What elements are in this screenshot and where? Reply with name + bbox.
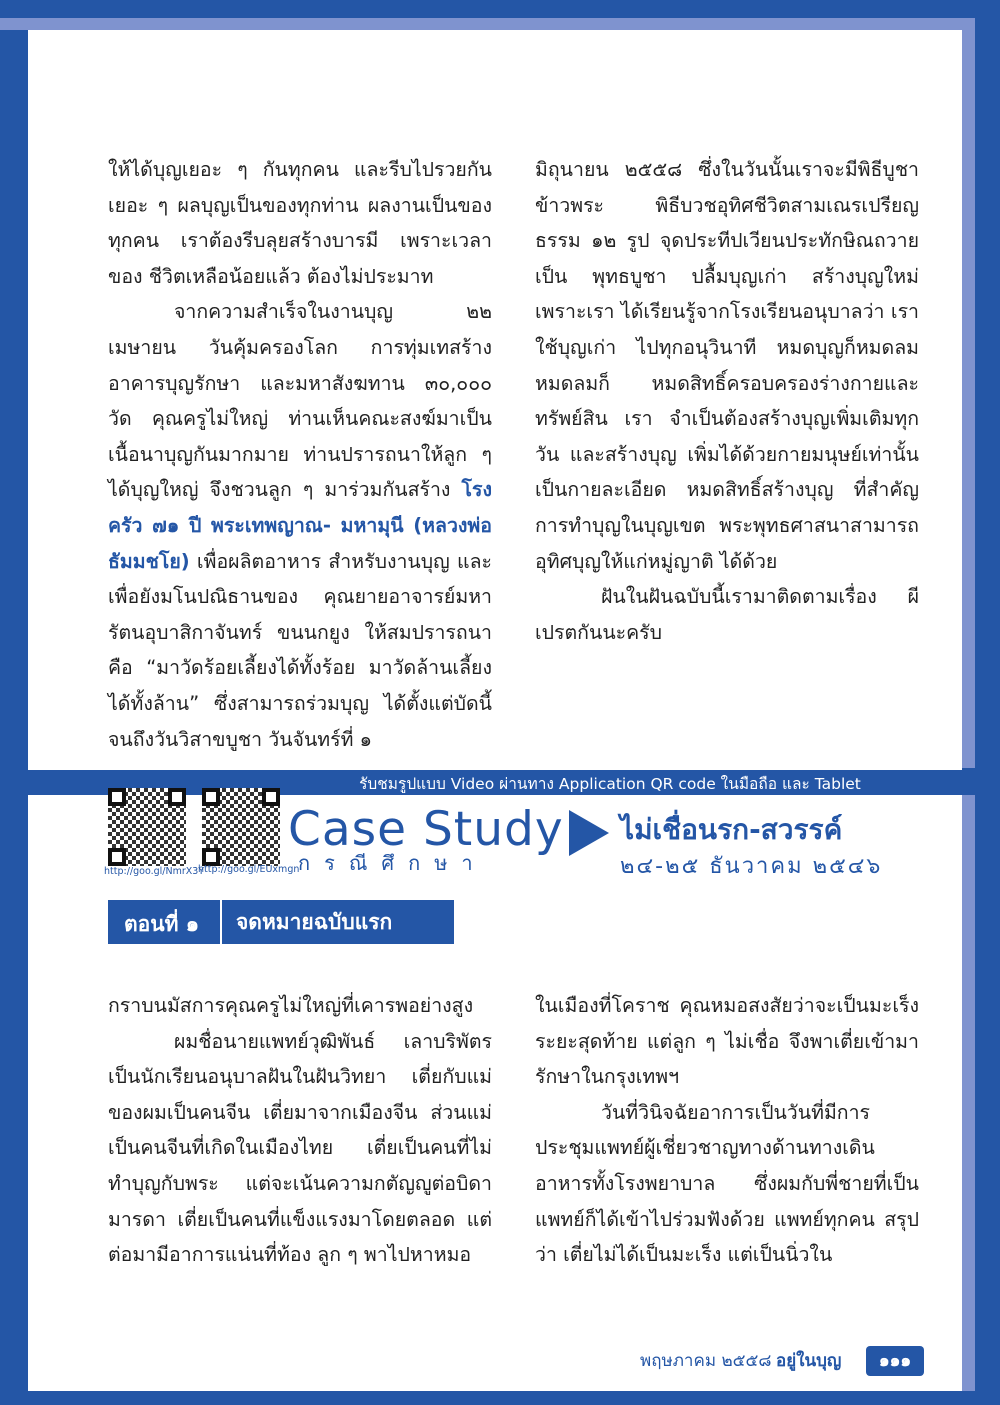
paragraph-tail: เพื่อผลิตอาหาร สำหรับงานบุญ และเพื่อยังมโนปณิธานของ คุณยายอาจารย์มหารัตนอุบาสิกาจันทร์ ขนนกยูง ให้สมปรารถนา คือ “มาวัดร้อยเลี้ยงได้ทั้งร้อย มาวัดล้านเลี้ยงได้ทั้งล้าน” ซึ่งสามารถร่วมบุญ ได้ตั้งแต่บัดนี้จนถึงวันวิสาขบูชา วันจันทร์ที่ ๑ [108, 549, 492, 751]
bottom-left-column [108, 988, 492, 1273]
frame-right-band-lower [962, 795, 975, 1391]
top-left-column [108, 152, 492, 757]
frame-top-band [0, 18, 975, 30]
paragraph: มิถุนายน ๒๕๕๘ ซึ่งในวันนั้นเราจะมีพิธีบูชา ข้าวพระ พิธีบวชอุทิศชีวิตสามเณรเปรียญธรรม ๑๒ รูป จุดประทีปเวียนประทักษิณถวายเป็น พุทธบูชา ปลื้มบุญเก่า สร้างบุญใหม่ เพราะเรา ได้เรียนรู้จากโรงเรียนอนุบาลว่า เราใช้บุญเก่า ไปทุกอนุวินาที หมดบุญก็หมดลม หมดลมก็ หมดสิทธิ์ครอบครองร่างกายและทรัพย์สิน เรา จำเป็นต้องสร้างบุญเพิ่มเติมทุกวัน และสร้างบุญ เพิ่มได้ด้วยกายมนุษย์เท่านั้น เป็นกายละเอียด หมดสิทธิ์สร้างบุญ ที่สำคัญการทำบุญในบุญเขต พระพุทธศาสนาสามารถอุทิศบุญให้แก่หมู่ญาติ ได้ด้วย [535, 158, 919, 573]
case-study-subtitle: กรณีศึกษา [298, 851, 487, 875]
story-date: ๒๔-๒๕ ธันวาคม ๒๕๔๖ [620, 854, 883, 879]
footer-magazine: อยู่ในบุญ [776, 1351, 842, 1371]
paragraph: กราบนมัสการคุณครูไม่ใหญ่ที่เคารพอย่างสูง [108, 994, 474, 1017]
case-study-title: Case Study [288, 802, 564, 857]
paragraph: ผมชื่อนายแพทย์วุฒิพันธ์ เลาบริพัตร เป็นนักเรียนอนุบาลฝันในฝันวิทยา เตี่ยกับแม่ ของผมเป็นคนจีน เตี่ยมาจากเมืองจีน ส่วนแม่ เป็นคนจีนที่เกิดในเมืองไทย เตี่ยเป็นคนที่ไม่ ทำบุญกับพระ แต่จะเน้นความกตัญญูต่อบิดา มารดา เตี่ยเป็นคนที่แข็งแรงมาโดยตลอด แต่ ต่อมามีอาการแน่นที่ท้อง ลูก ๆ พาไปหาหมอ [108, 1029, 492, 1267]
episode-number: ตอนที่ ๑ [124, 912, 200, 936]
qr-caption: รับชมรูปแบบ Video ผ่านทาง Application QR code ในมือถือ และ Tablet [359, 775, 861, 793]
kitchen-project-highlight: โรงครัว ๗๑ ปี พระเทพญาณ- มหามุนี (หลวงพ่อธัมมชโย) [108, 478, 492, 573]
paragraph-text: จากความสำเร็จในงานบุญ ๒๒ เมษายน วันคุ้มครองโลก การทุ่มเทสร้างอาคารบุญรักษา และมหาสังฆทาน ๓๐,๐๐๐ วัด คุณครูไม่ใหญ่ ท่านเห็นคณะสงฆ์มาเป็นเนื้อนาบุญกันมากมาย ท่านปรารถนาให้ลูก ๆ ได้บุญใหญ่ จึงชวนลูก ๆ มาร่วมกันสร้าง [108, 300, 492, 502]
paragraph: ฝันในฝันฉบับนี้เรามาติดตามเรื่อง ผีเปรตกันนะครับ [535, 585, 919, 644]
qr-finder-icon [202, 788, 220, 806]
top-right-column [535, 152, 919, 650]
page-number: ๑๑๑ [866, 1346, 924, 1376]
footer-date: พฤษภาคม ๒๕๕๘ [640, 1351, 772, 1371]
qr-url-2[interactable]: http://goo.gl/EUxmgn [198, 864, 300, 875]
episode-title-box [222, 900, 454, 944]
paragraph: ในเมืองที่โคราช คุณหมอสงสัยว่าจะเป็นมะเร็ง ระยะสุดท้าย แต่ลูก ๆ ไม่เชื่อ จึงพาเตี่ยเข้ามา รักษาในกรุงเทพฯ [535, 994, 919, 1089]
paragraph: วันที่วินิจฉัยอาการเป็นวันที่มีการ ประชุมแพทย์ผู้เชี่ยวชาญทางด้านทางเดิน อาหารทั้งโรงพยาบาล ซึ่งผมกับพี่ชายที่เป็น แพทย์ก็ได้เข้าไปร่วมฟังด้วย แพทย์ทุกคน สรุปว่า เตี่ยไม่ได้เป็นมะเร็ง แต่เป็นนิ่วใน [535, 1100, 919, 1267]
qr-finder-icon [168, 788, 186, 806]
qr-code-1[interactable] [108, 788, 186, 866]
episode-title: จดหมายฉบับแรก [236, 910, 393, 934]
play-arrow-icon [567, 808, 611, 858]
bottom-right-column [535, 988, 919, 1273]
qr-code-2[interactable] [202, 788, 280, 866]
paragraph: ให้ได้บุญเยอะ ๆ กันทุกคน และรีบไปรวยกัน เยอะ ๆ ผลบุญเป็นของทุกท่าน ผลงานเป็นของ ทุกคน เราต้องรีบลุยสร้างบารมี เพราะเวลาของ ชีวิตเหลือน้อยแล้ว ต้องไม่ประมาท [108, 158, 492, 288]
qr-finder-icon [108, 848, 126, 866]
qr-url-1[interactable]: http://goo.gl/NmrX3Y [104, 866, 205, 877]
episode-number-box [108, 900, 220, 944]
frame-right-band [962, 18, 975, 768]
paragraph [108, 294, 492, 757]
story-title: ไม่เชื่อนรก-สวรรค์ [620, 813, 843, 846]
qr-finder-icon [108, 788, 126, 806]
qr-finder-icon [262, 788, 280, 806]
